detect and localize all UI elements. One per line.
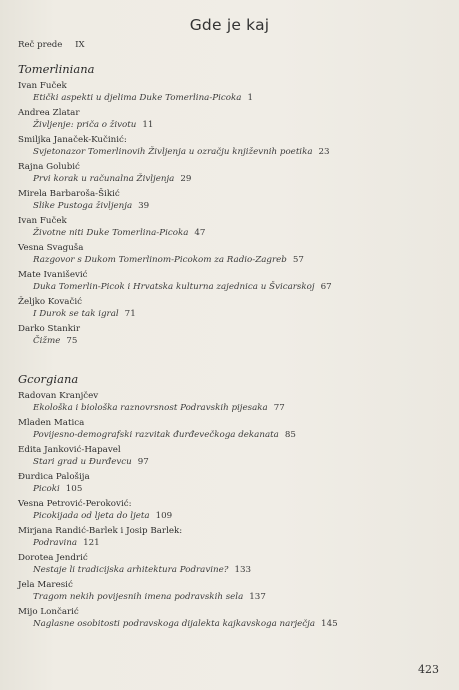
entry-work (18, 591, 443, 603)
entry-work (18, 456, 443, 468)
entry-page: 97 (137, 457, 149, 467)
entry-author: Edita Janković-Hapavel (18, 445, 121, 455)
entry-page: 57 (292, 255, 304, 265)
entry-work-title: Stari grad u Đurđevcu (33, 457, 132, 467)
entry-page: 47 (194, 228, 206, 238)
entry-author: Darko Stankir (18, 324, 80, 334)
entry-page: 105 (65, 484, 83, 494)
entry-page: 137 (249, 592, 266, 602)
toc-entry (18, 579, 443, 603)
entry-work-title: Slike Pustoga življenja (33, 201, 133, 211)
entry-work-title: Razgovor s Dukom Tomerlinom-Picokom za Radio-Zagreb (33, 255, 287, 265)
entry-work-title: I Durok se tak igral (33, 309, 119, 319)
entry-author: Mijo Lončarić (18, 607, 79, 617)
entry-work (18, 146, 443, 158)
toc-entry (18, 296, 443, 320)
entry-work-title: Povijesno-demografski razvitak đurđevečkoga dekanata (33, 430, 279, 440)
entry-page: 1 (247, 93, 253, 103)
toc-entry (18, 269, 443, 293)
entry-author: Željko Kovačić (18, 297, 82, 307)
entry-work (18, 564, 443, 576)
section-title: Gcorgiana (18, 372, 79, 386)
entry-work (18, 537, 443, 549)
entry-page: 29 (180, 174, 192, 184)
entry-work-title: Čižme (33, 336, 61, 346)
entry-page: 77 (273, 403, 285, 413)
toc-entry (18, 552, 443, 576)
entry-author: Mladen Matica (18, 418, 85, 428)
entry-work-title: Etički aspekti u djelima Duke Tomerlina-Picoka (33, 93, 242, 103)
preface-page: IX (75, 40, 85, 50)
entry-author: Dorotea Jendrić (18, 553, 88, 563)
entry-work (18, 227, 443, 239)
entry-work (18, 402, 443, 414)
entry-work (18, 429, 443, 441)
section-title: Tomerliniana (18, 62, 95, 76)
preface-label: Reč prede (18, 40, 63, 50)
entry-work-title: Picokijada od ljeta do ljeta (33, 511, 150, 521)
entry-work-title: Tragom nekih povijesnih imena podravskih sela (33, 592, 244, 602)
entry-author: Rajna Golubić (18, 162, 80, 172)
entry-work-title: Životne niti Duke Tomerlina-Picoka (33, 228, 189, 238)
entry-work (18, 173, 443, 185)
toc-entry (18, 323, 443, 347)
toc-entry (18, 525, 443, 549)
entry-work (18, 483, 443, 495)
toc-entry (18, 498, 443, 522)
entry-author: Ivan Fuček (18, 216, 67, 226)
entry-page: 67 (320, 282, 332, 292)
entry-author: Mirjana Randić-Barlek i Josip Barlek: (18, 526, 183, 536)
entry-page: 133 (234, 565, 252, 575)
preface-line (18, 40, 85, 50)
entry-work (18, 618, 443, 630)
entry-work-title: Ekološka i biološka raznovrsnost Podravskih pijesaka (33, 403, 268, 413)
entry-page: 23 (318, 147, 330, 157)
entry-author: Smiljka Janaček-Kučinić: (18, 135, 127, 145)
entry-author: Andrea Zlatar (18, 108, 80, 118)
entry-work (18, 254, 443, 266)
entry-page: 121 (83, 538, 100, 548)
entry-page: 71 (124, 309, 136, 319)
entry-work-title: Življenje: priča o životu (33, 120, 137, 130)
entry-page: 11 (142, 120, 154, 130)
entry-page: 75 (66, 336, 78, 346)
toc-entry (18, 606, 443, 630)
toc-entry (18, 471, 443, 495)
section-tomerliniana (18, 62, 443, 350)
toc-entry (18, 390, 443, 414)
entry-page: 109 (155, 511, 173, 521)
entry-author: Jela Maresić (18, 580, 73, 590)
entry-author: Mirela Barbaroša-Šikić (18, 189, 120, 199)
entry-author: Mate Ivanišević (18, 270, 88, 280)
toc-entry (18, 417, 443, 441)
entry-author: Vesna Petrović-Peroković: (18, 499, 132, 509)
entry-work-title: Nestaje li tradicijska arhitektura Podravine? (33, 565, 229, 575)
entry-work (18, 308, 443, 320)
entry-page: 145 (321, 619, 338, 629)
entry-page: 85 (284, 430, 296, 440)
entry-work-title: Duka Tomerlin-Picok i Hrvatska kulturna zajednica u Švicarskoj (33, 282, 315, 292)
toc-entry (18, 107, 443, 131)
entry-work-title: Picoki (33, 484, 60, 494)
entry-author: Radovan Kranjčev (18, 391, 99, 401)
page-number: 423 (418, 663, 439, 676)
toc-entry (18, 242, 443, 266)
entry-work-title: Prvi korak u računalna Življenja (33, 174, 175, 184)
toc-entry (18, 215, 443, 239)
entry-work (18, 119, 443, 131)
entry-work-title: Podravina (33, 538, 78, 548)
toc-entry (18, 134, 443, 158)
entry-work (18, 335, 443, 347)
entry-work-title: Naglasne osobitosti podravskoga dijalekta kajkavskoga narječja (33, 619, 316, 629)
entry-work-title: Svjetonazor Tomerlinovih Življenja u ozračju književnih poetika (33, 147, 313, 157)
entry-work (18, 281, 443, 293)
entry-author: Vesna Svaguša (18, 243, 84, 253)
toc-entry (18, 80, 443, 104)
toc-entry (18, 444, 443, 468)
section-gcorgiana (18, 372, 443, 633)
entry-author: Đurdica Palošija (18, 472, 90, 482)
entry-work (18, 510, 443, 522)
toc-entry (18, 188, 443, 212)
entry-work (18, 92, 443, 104)
entry-work (18, 200, 443, 212)
entry-page: 39 (138, 201, 150, 211)
page-title: Gde je kaj (189, 16, 270, 34)
entry-author: Ivan Fuček (18, 81, 67, 91)
toc-entry (18, 161, 443, 185)
